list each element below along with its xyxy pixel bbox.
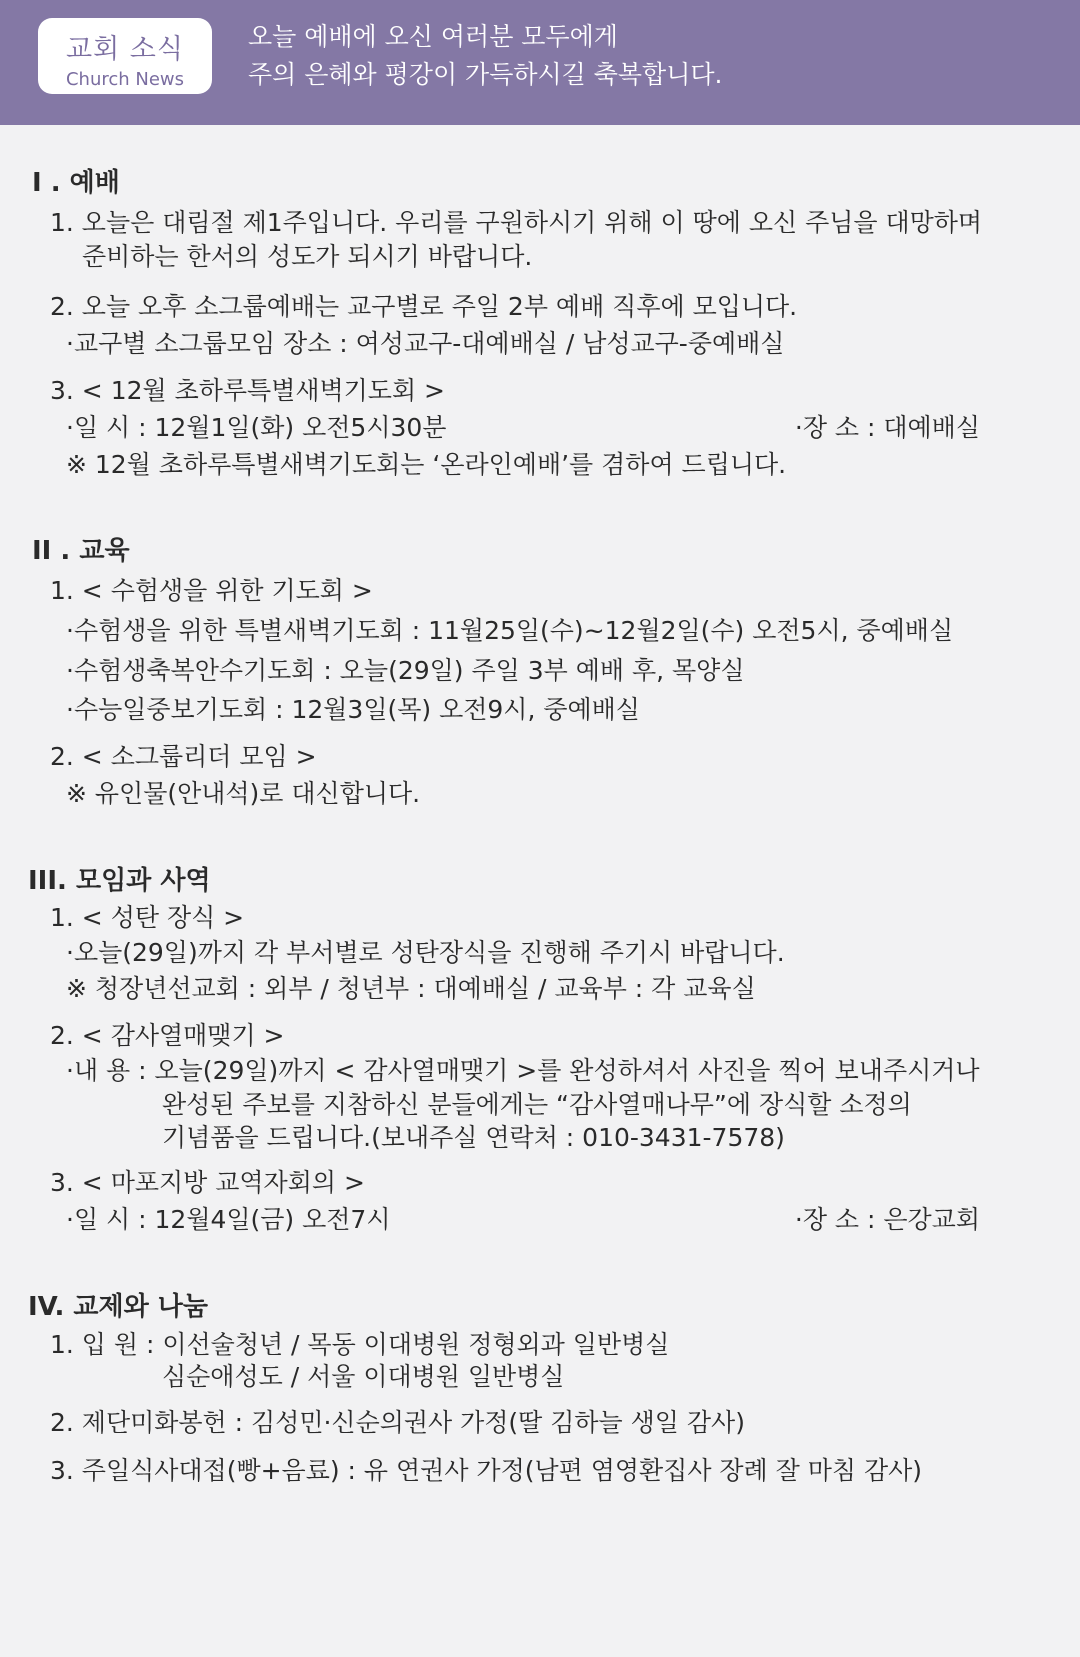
fellowship-item-3: 3. 주일식사대접(빵+음료) : 유 연권사 가정(남편 염영환집사 장례 잘 마침 감사) [50, 1456, 923, 1485]
welcome-line-1: 오늘 예배에 오신 여러분 모두에게 [248, 22, 618, 51]
welcome-line-2: 주의 은혜와 평강이 가득하시길 축복합니다. [248, 60, 723, 89]
section-title-fellowship: IV. 교제와 나눔 [28, 1292, 209, 1322]
welcome-message [248, 18, 1048, 94]
badge-english-title: Church News [65, 69, 185, 90]
worship-item-1-line-2: 준비하는 한서의 성도가 되시기 바랍니다. [82, 242, 533, 271]
gatherings-item-3-title: 3. < 마포지방 교역자회의 > [50, 1168, 365, 1197]
section-title-gatherings: III. 모임과 사역 [28, 866, 211, 896]
gatherings-item-3-place: ·장 소 : 은강교회 [794, 1205, 980, 1234]
education-item-1-line-2: ·수험생축복안수기도회 : 오늘(29일) 주일 3부 예배 후, 목양실 [66, 656, 745, 685]
worship-item-3-place: ·장 소 : 대예배실 [794, 413, 980, 442]
gatherings-item-3-time: ·일 시 : 12월4일(금) 오전7시 [66, 1205, 391, 1234]
news-content [0, 125, 1080, 1657]
church-news-badge [38, 18, 212, 94]
badge-korean-title: 교회 소식 [66, 34, 184, 65]
worship-item-2-line-2: ·교구별 소그룹모임 장소 : 여성교구-대예배실 / 남성교구-중예배실 [66, 329, 785, 358]
education-item-2-title: 2. < 소그룹리더 모임 > [50, 742, 317, 771]
education-item-1-title: 1. < 수험생을 위한 기도회 > [50, 576, 373, 605]
section-title-worship: I . 예배 [32, 168, 120, 198]
worship-item-1-line-1: 1. 오늘은 대림절 제1주입니다. 우리를 구원하시기 위해 이 땅에 오신 주님을 대망하며 [50, 208, 983, 237]
header-banner [0, 0, 1080, 125]
gatherings-item-1-title: 1. < 성탄 장식 > [50, 903, 245, 932]
fellowship-item-2: 2. 제단미화봉헌 : 김성민·신순의권사 가정(딸 김하늘 생일 감사) [50, 1408, 745, 1437]
fellowship-item-1-line-2: 심순애성도 / 서울 이대병원 일반병실 [162, 1362, 565, 1391]
worship-item-3-title: 3. < 12월 초하루특별새벽기도회 > [50, 376, 445, 405]
gatherings-item-1-note: ※ 청장년선교회 : 외부 / 청년부 : 대예배실 / 교육부 : 각 교육실 [66, 974, 756, 1003]
education-item-1-line-1: ·수험생을 위한 특별새벽기도회 : 11월25일(수)~12월2일(수) 오전5시, 중예배실 [66, 616, 954, 645]
fellowship-item-1-line-1: 1. 입 원 : 이선술청년 / 목동 이대병원 정형외과 일반병실 [50, 1330, 670, 1359]
section-title-education: II . 교육 [32, 536, 130, 566]
gatherings-item-2-line-1: ·내 용 : 오늘(29일)까지 < 감사열매맺기 >를 완성하셔서 사진을 찍어 보내주시거나 [66, 1056, 980, 1085]
gatherings-item-2-line-3: 기념품을 드립니다.(보내주실 연락처 : 010-3431-7578) [162, 1123, 785, 1152]
worship-item-2-line-1: 2. 오늘 오후 소그룹예배는 교구별로 주일 2부 예배 직후에 모입니다. [50, 292, 798, 321]
worship-item-3-note: ※ 12월 초하루특별새벽기도회는 ‘온라인예배’를 겸하여 드립니다. [66, 450, 787, 479]
worship-item-3-time: ·일 시 : 12월1일(화) 오전5시30분 [66, 413, 447, 442]
gatherings-item-1-line-1: ·오늘(29일)까지 각 부서별로 성탄장식을 진행해 주기시 바랍니다. [66, 938, 785, 967]
education-item-2-note: ※ 유인물(안내석)로 대신합니다. [66, 779, 421, 808]
gatherings-item-2-line-2: 완성된 주보를 지참하신 분들에게는 “감사열매나무”에 장식할 소정의 [162, 1090, 912, 1119]
gatherings-item-2-title: 2. < 감사열매맺기 > [50, 1021, 285, 1050]
education-item-1-line-3: ·수능일중보기도회 : 12월3일(목) 오전9시, 중예배실 [66, 695, 640, 724]
